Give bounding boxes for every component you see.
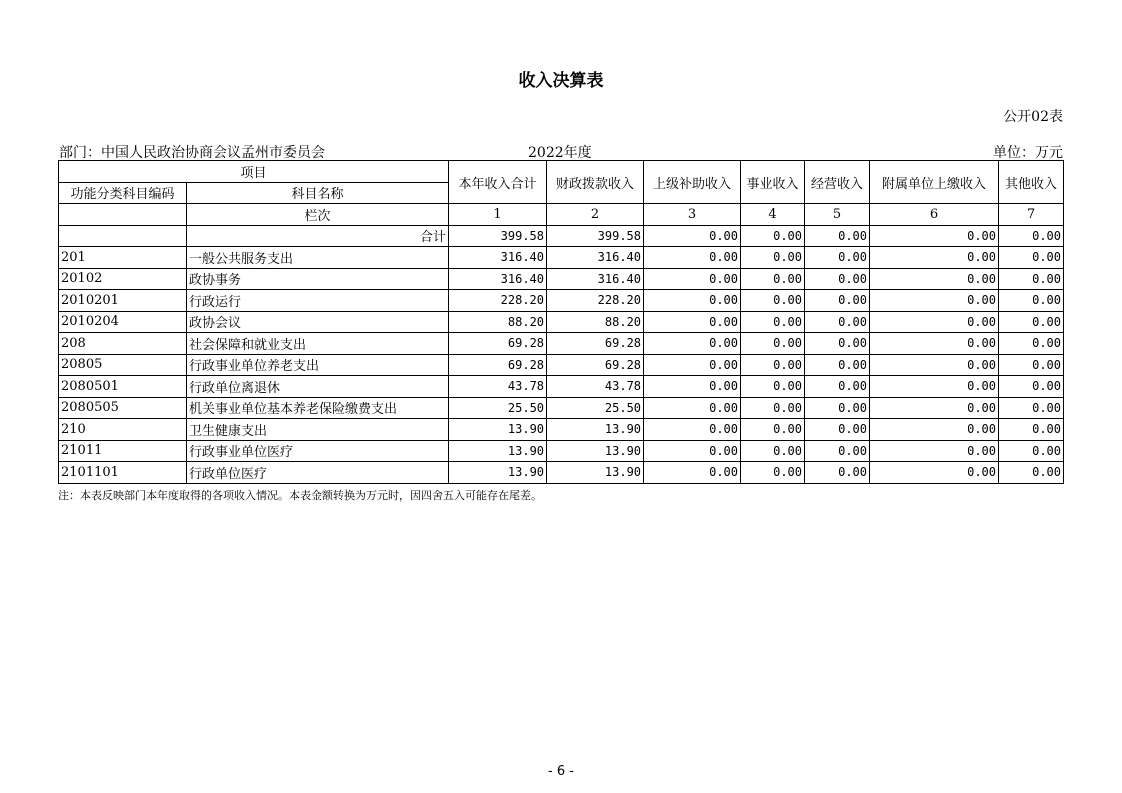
- table-row: [59, 440, 1064, 462]
- subject-name: 社会保障和就业支出: [187, 333, 449, 355]
- table-row: [59, 397, 1064, 419]
- col-header: 其他收入: [999, 161, 1064, 204]
- amount-cell: 0.00: [870, 268, 999, 290]
- amount-cell: 0.00: [805, 376, 870, 398]
- amount-cell: 25.50: [547, 397, 644, 419]
- subject-code: 20102: [59, 268, 187, 290]
- amount-cell: 0.00: [741, 419, 805, 441]
- col-header: 财政拨款收入: [547, 161, 644, 204]
- amount-cell: 0.00: [870, 333, 999, 355]
- col-header: 本年收入合计: [449, 161, 547, 204]
- column-number: 5: [805, 204, 870, 226]
- col-header: 上级补助收入: [644, 161, 741, 204]
- col-header: 附属单位上缴收入: [870, 161, 999, 204]
- amount-cell: 228.20: [547, 290, 644, 312]
- amount-cell: 0.00: [805, 311, 870, 333]
- amount-cell: 0.00: [999, 376, 1064, 398]
- subject-code: 2101101: [59, 462, 187, 484]
- amount-cell: 0.00: [999, 333, 1064, 355]
- amount-cell: 69.28: [547, 354, 644, 376]
- amount-cell: 0.00: [741, 290, 805, 312]
- amount-cell: 0.00: [999, 397, 1064, 419]
- fiscal-year: 2022年度: [528, 145, 592, 161]
- amount-cell: 0.00: [999, 419, 1064, 441]
- total-value: 0.00: [741, 225, 805, 247]
- column-number: 1: [449, 204, 547, 226]
- amount-cell: 0.00: [870, 462, 999, 484]
- column-number: 7: [999, 204, 1064, 226]
- subject-name: 机关事业单位基本养老保险缴费支出: [187, 397, 449, 419]
- amount-cell: 0.00: [741, 354, 805, 376]
- amount-cell: 316.40: [547, 247, 644, 269]
- amount-cell: 0.00: [644, 397, 741, 419]
- subject-name: 行政事业单位养老支出: [187, 354, 449, 376]
- amount-cell: 228.20: [449, 290, 547, 312]
- amount-cell: 0.00: [999, 311, 1064, 333]
- subject-code: 20805: [59, 354, 187, 376]
- amount-cell: 0.00: [870, 419, 999, 441]
- code-header: 功能分类科目编码: [59, 182, 187, 204]
- amount-cell: 0.00: [741, 376, 805, 398]
- amount-cell: 43.78: [547, 376, 644, 398]
- amount-cell: 0.00: [805, 397, 870, 419]
- amount-cell: 0.00: [644, 311, 741, 333]
- amount-cell: 13.90: [449, 419, 547, 441]
- amount-cell: 0.00: [741, 247, 805, 269]
- amount-cell: 0.00: [644, 268, 741, 290]
- subject-name: 行政单位离退休: [187, 376, 449, 398]
- amount-cell: 69.28: [449, 354, 547, 376]
- amount-cell: 0.00: [741, 462, 805, 484]
- form-number: 公开02表: [1003, 109, 1063, 125]
- table-row: [59, 290, 1064, 312]
- table-note: 注：本表反映部门本年度取得的各项收入情况。本表金额转换为万元时，因四舍五入可能存在尾差。: [58, 489, 542, 502]
- subject-name: 行政单位医疗: [187, 462, 449, 484]
- table-body: [59, 225, 1064, 483]
- amount-cell: 0.00: [870, 397, 999, 419]
- column-number: 4: [741, 204, 805, 226]
- amount-cell: 13.90: [547, 419, 644, 441]
- amount-cell: 13.90: [449, 462, 547, 484]
- subject-code: 2010201: [59, 290, 187, 312]
- amount-cell: 0.00: [805, 354, 870, 376]
- amount-cell: 0.00: [870, 376, 999, 398]
- amount-cell: 13.90: [449, 440, 547, 462]
- blank-cell: [59, 225, 187, 247]
- department-label: 部门：中国人民政治协商会议孟州市委员会: [59, 145, 325, 161]
- row-label: 栏次: [187, 204, 449, 226]
- column-number: 2: [547, 204, 644, 226]
- income-table: [58, 160, 1064, 484]
- amount-cell: 0.00: [644, 376, 741, 398]
- table-row: [59, 354, 1064, 376]
- amount-cell: 25.50: [449, 397, 547, 419]
- item-group-header: 项目: [59, 161, 449, 183]
- amount-cell: 0.00: [741, 397, 805, 419]
- amount-cell: 0.00: [741, 311, 805, 333]
- amount-cell: 69.28: [449, 333, 547, 355]
- subject-code: 2080501: [59, 376, 187, 398]
- column-number-row: [59, 204, 1064, 226]
- header-row-1: [59, 161, 1064, 183]
- amount-cell: 0.00: [999, 247, 1064, 269]
- table-row: [59, 376, 1064, 398]
- subject-code: 210: [59, 419, 187, 441]
- amount-cell: 0.00: [805, 290, 870, 312]
- subject-name: 行政事业单位医疗: [187, 440, 449, 462]
- table-row: [59, 268, 1064, 290]
- subject-name: 一般公共服务支出: [187, 247, 449, 269]
- total-value: 0.00: [805, 225, 870, 247]
- name-header: 科目名称: [187, 182, 449, 204]
- amount-cell: 0.00: [644, 419, 741, 441]
- table-row: [59, 333, 1064, 355]
- subject-code: 21011: [59, 440, 187, 462]
- total-value: 399.58: [449, 225, 547, 247]
- subject-name: 卫生健康支出: [187, 419, 449, 441]
- col-header: 经营收入: [805, 161, 870, 204]
- subject-name: 政协会议: [187, 311, 449, 333]
- amount-cell: 0.00: [999, 462, 1064, 484]
- amount-cell: 69.28: [547, 333, 644, 355]
- unit-label: 单位：万元: [993, 145, 1063, 161]
- amount-cell: 0.00: [870, 440, 999, 462]
- amount-cell: 43.78: [449, 376, 547, 398]
- total-value: 0.00: [644, 225, 741, 247]
- table-row: [59, 419, 1064, 441]
- total-value: 399.58: [547, 225, 644, 247]
- column-number: 6: [870, 204, 999, 226]
- total-value: 0.00: [870, 225, 999, 247]
- page-number: - 6 -: [548, 764, 574, 779]
- amount-cell: 0.00: [870, 311, 999, 333]
- amount-cell: 0.00: [805, 419, 870, 441]
- amount-cell: 0.00: [999, 268, 1064, 290]
- col-header: 事业收入: [741, 161, 805, 204]
- amount-cell: 0.00: [644, 247, 741, 269]
- amount-cell: 0.00: [870, 290, 999, 312]
- total-row: [59, 225, 1064, 247]
- amount-cell: 0.00: [644, 354, 741, 376]
- amount-cell: 0.00: [644, 440, 741, 462]
- amount-cell: 0.00: [644, 290, 741, 312]
- subject-code: 201: [59, 247, 187, 269]
- amount-cell: 88.20: [547, 311, 644, 333]
- subject-code: 2010204: [59, 311, 187, 333]
- subject-code: 2080505: [59, 397, 187, 419]
- amount-cell: 0.00: [999, 290, 1064, 312]
- blank-cell: [59, 204, 187, 226]
- table-row: [59, 462, 1064, 484]
- total-value: 0.00: [999, 225, 1064, 247]
- amount-cell: 0.00: [870, 247, 999, 269]
- amount-cell: 0.00: [805, 333, 870, 355]
- amount-cell: 316.40: [547, 268, 644, 290]
- amount-cell: 0.00: [805, 462, 870, 484]
- amount-cell: 13.90: [547, 462, 644, 484]
- column-number: 3: [644, 204, 741, 226]
- page-title: 收入决算表: [518, 71, 604, 91]
- table-row: [59, 247, 1064, 269]
- amount-cell: 0.00: [741, 440, 805, 462]
- amount-cell: 0.00: [644, 462, 741, 484]
- amount-cell: 0.00: [805, 247, 870, 269]
- amount-cell: 13.90: [547, 440, 644, 462]
- subject-name: 行政运行: [187, 290, 449, 312]
- amount-cell: 0.00: [870, 354, 999, 376]
- amount-cell: 0.00: [644, 333, 741, 355]
- amount-cell: 0.00: [741, 333, 805, 355]
- subject-name: 政协事务: [187, 268, 449, 290]
- amount-cell: 0.00: [805, 268, 870, 290]
- amount-cell: 316.40: [449, 268, 547, 290]
- amount-cell: 0.00: [999, 440, 1064, 462]
- amount-cell: 316.40: [449, 247, 547, 269]
- table-row: [59, 311, 1064, 333]
- amount-cell: 0.00: [741, 268, 805, 290]
- amount-cell: 88.20: [449, 311, 547, 333]
- amount-cell: 0.00: [805, 440, 870, 462]
- total-label: 合计: [187, 225, 449, 247]
- subject-code: 208: [59, 333, 187, 355]
- amount-cell: 0.00: [999, 354, 1064, 376]
